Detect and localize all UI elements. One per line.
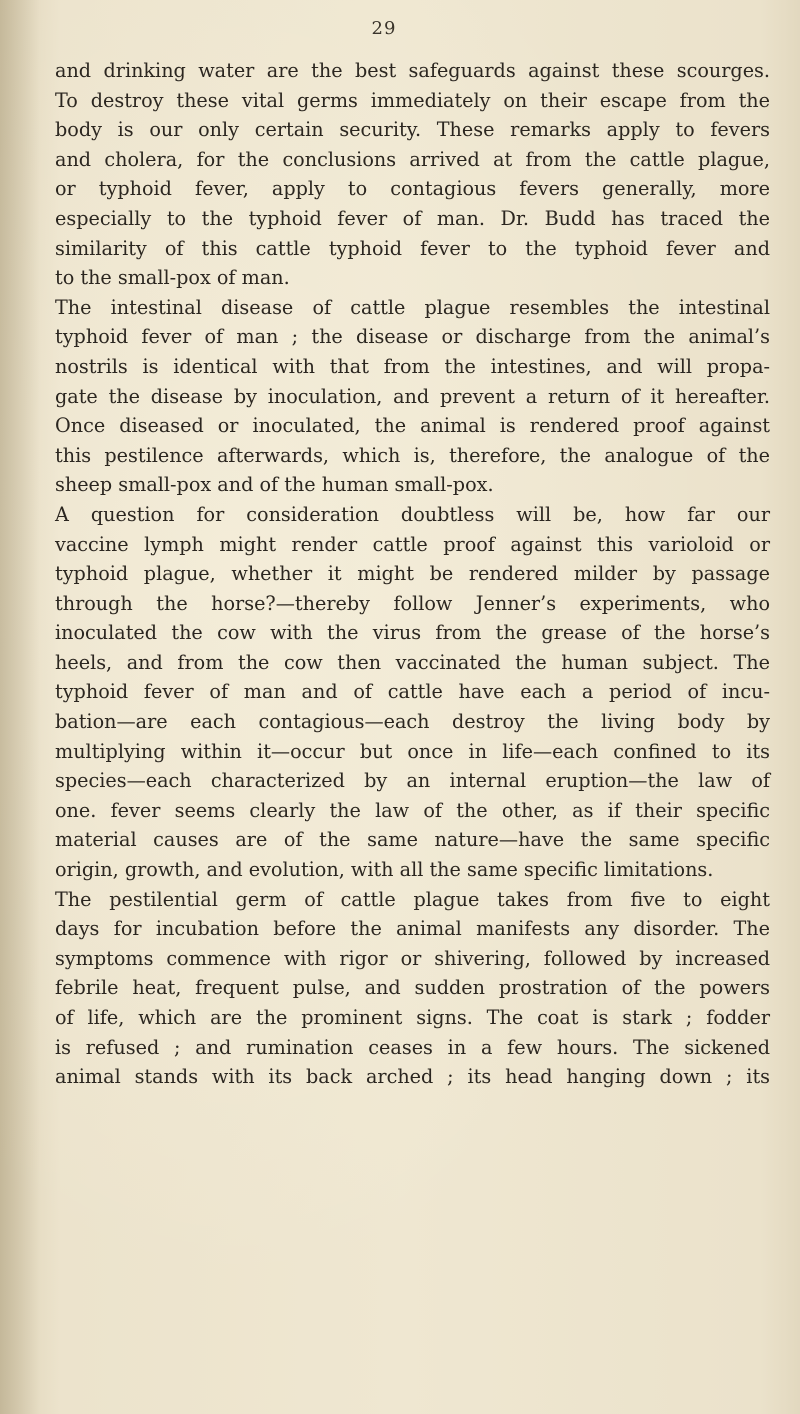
text-line: sheep small-pox and of the human small-pox. xyxy=(55,473,494,497)
text-line: typhoid plague, whether it might be rendered milder by passage xyxy=(55,562,770,586)
text-line: typhoid fever of man ; the disease or discharge from the animal’s xyxy=(55,325,770,349)
text-line: especially to the typhoid fever of man. Dr. Budd has traced the xyxy=(55,206,770,230)
text-line: body is our only certain security. These remarks apply to fevers xyxy=(55,118,770,142)
text-line: or typhoid fever, apply to contagious fevers generally, more xyxy=(55,177,770,201)
text-line: To destroy these vital germs immediately on their escape from the xyxy=(55,88,770,112)
text-line: symptoms commence with rigor or shivering, followed by increased xyxy=(55,946,770,970)
text-line: gate the disease by inoculation, and prevent a return of it hereafter. xyxy=(55,384,770,408)
text-line: species—each characterized by an internal eruption—the law of xyxy=(55,769,770,793)
text-line: animal stands with its back arched ; its head hanging down ; its xyxy=(55,1065,770,1089)
text-line: nostrils is identical with that from the intestines, and will propa- xyxy=(55,354,770,378)
text-line: A question for consideration doubtless will be, how far our xyxy=(55,502,770,526)
text-line: of life, which are the prominent signs. The coat is stark ; fodder xyxy=(55,1006,770,1029)
text-line: through the horse?—thereby follow Jenner’s experiments, who xyxy=(55,591,770,615)
text-line: heels, and from the cow then vaccinated the human subject. The xyxy=(55,650,770,674)
page-number: 29 xyxy=(371,18,397,39)
text-line: similarity of this cattle typhoid fever to the typhoid fever and xyxy=(55,236,770,260)
text-line: is refused ; and rumination ceases in a few hours. The sickened xyxy=(55,1035,770,1059)
text-line: febrile heat, frequent pulse, and sudden prostration of the powers xyxy=(55,976,770,1000)
text-line: multiplying within it—occur but once in life—each confined to its xyxy=(55,739,770,763)
text-line: to the small-pox of man. xyxy=(55,266,290,290)
text-line: Once diseased or inoculated, the animal is rendered proof against xyxy=(55,414,770,438)
binding-shadow xyxy=(0,0,40,1414)
text-line: this pestilence afterwards, which is, therefore, the analogue of the xyxy=(55,443,770,467)
body-text xyxy=(55,56,770,1092)
text-line: inoculated the cow with the virus from the grease of the horse’s xyxy=(55,621,770,645)
text-line: typhoid fever of man and of cattle have each a period of incu- xyxy=(55,680,770,704)
text-line: and drinking water are the best safeguards against these scourges. xyxy=(55,59,770,82)
text-line: and cholera, for the conclusions arrived at from the cattle plague, xyxy=(55,147,770,171)
text-line: one. fever seems clearly the law of the other, as if their specific xyxy=(55,798,770,822)
text-line: days for incubation before the animal manifests any disorder. The xyxy=(55,917,770,941)
text-line: origin, growth, and evolution, with all the same specific limitations. xyxy=(55,858,714,882)
text-line: vaccine lymph might render cattle proof against this varioloid or xyxy=(55,532,770,556)
text-line: material causes are of the same nature—have the same specific xyxy=(55,828,770,852)
text-line: bation—are each contagious—each destroy the living body by xyxy=(55,710,770,734)
text-line: The intestinal disease of cattle plague resembles the intestinal xyxy=(55,295,770,319)
text-line: The pestilential germ of cattle plague takes from five to eight xyxy=(55,887,770,911)
